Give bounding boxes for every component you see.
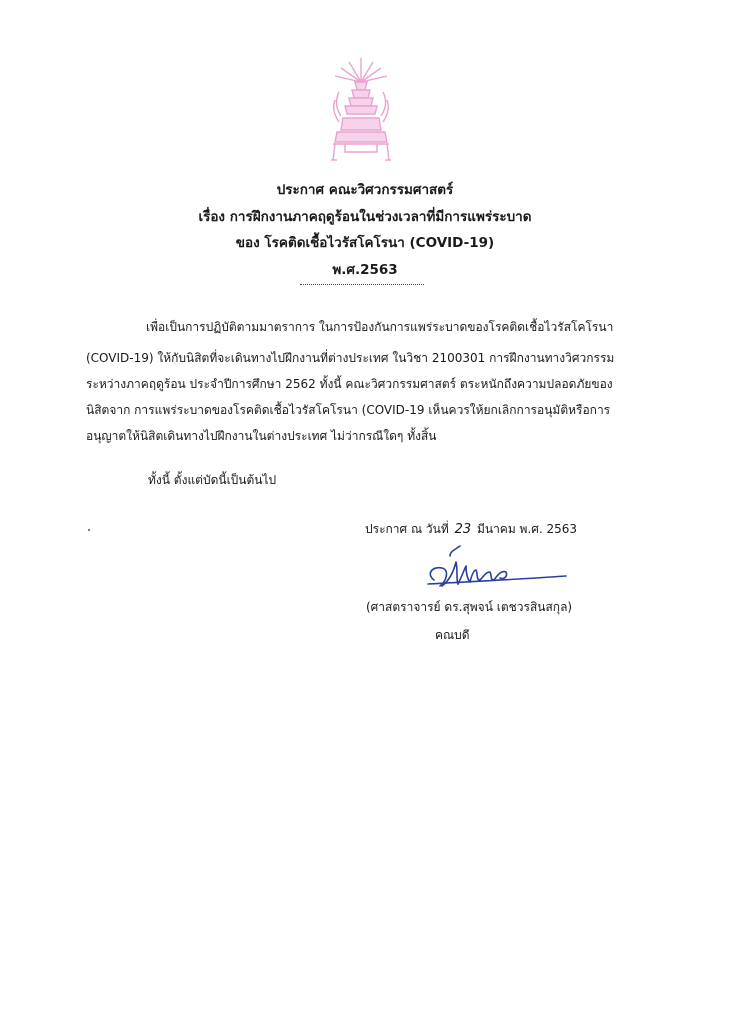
date-day: 23 — [454, 522, 472, 537]
closing-statement: ทั้งนี้ ตั้งแต่บัดนี้เป็นต้นไป — [148, 473, 277, 487]
dotted-divider — [300, 283, 424, 285]
university-emblem-icon — [325, 52, 397, 168]
scan-mark — [88, 529, 90, 531]
date-prefix: ประกาศ ณ วันที่ — [365, 522, 449, 536]
paragraph-line: (COVID-19) ให้กับนิสิตที่จะเดินทางไปฝึกงานที่ต่างประเทศ ในวิชา 2100301 การฝึกงานทางวิศวกรรม — [86, 351, 615, 365]
announcement-year: พ.ศ.2563 — [332, 262, 398, 278]
paragraph-line: นิสิตจาก การแพร่ระบาดของโรคติดเชื้อไวรัสโคโรนา (COVID-19 เห็นควรให้ยกเลิกการอนุมัติหรือการ — [86, 403, 611, 417]
signer-name: (ศาสตราจารย์ ดร.สุพจน์ เตชวรสินสกุล) — [366, 600, 573, 614]
paragraph-line: เพื่อเป็นการปฏิบัติตามมาตราการ ในการป้องกันการแพร่ระบาดของโรคติดเชื้อไวรัสโคโรนา — [146, 320, 614, 334]
date-suffix: มีนาคม พ.ศ. 2563 — [476, 522, 578, 536]
announcement-subject: เรื่อง การฝึกงานภาคฤดูร้อนในช่วงเวลาที่มีการแพร่ระบาด — [198, 209, 532, 225]
signature-icon — [420, 540, 570, 596]
announcement-date — [365, 520, 577, 539]
signer-position: คณบดี — [435, 628, 470, 642]
announcement-heading: ประกาศ คณะวิศวกรรมศาสตร์ — [276, 182, 454, 198]
announcement-subject-cont: ของ โรคติดเชื้อไวรัสโคโรนา (COVID-19) — [235, 235, 495, 251]
paragraph-line: ระหว่างภาคฤดูร้อน ประจำปีการศึกษา 2562 ทั้งนี้ คณะวิศวกรรมศาสตร์ ตระหนักถึงความปลอดภัยของ — [86, 377, 613, 391]
paragraph-line: อนุญาตให้นิสิตเดินทางไปฝึกงานในต่างประเทศ ไม่ว่ากรณีใดๆ ทั้งสิ้น — [86, 429, 437, 443]
